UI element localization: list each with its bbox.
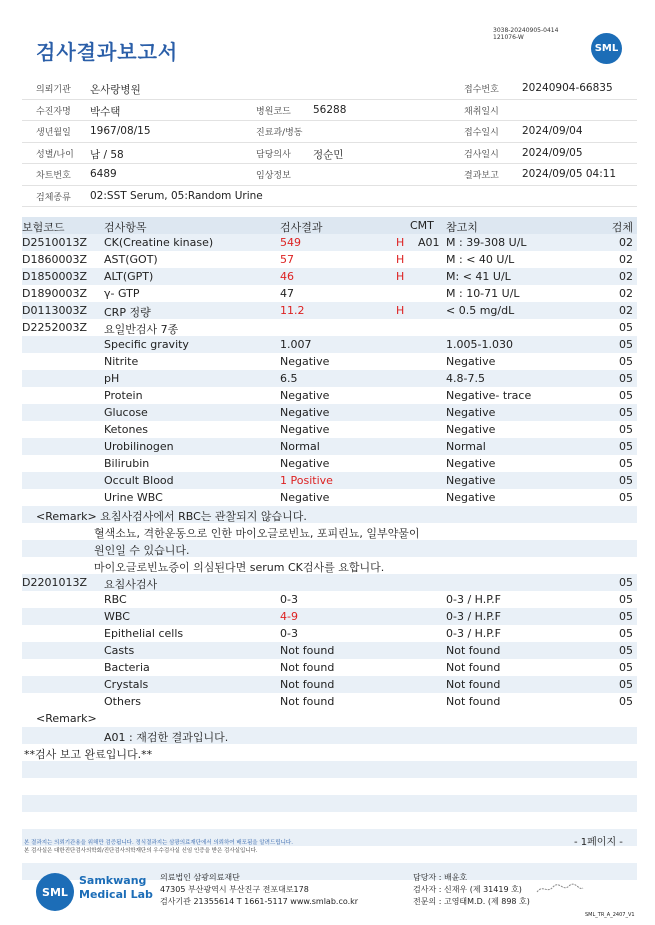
test-item: Ketones (104, 423, 148, 436)
test-item: WBC (104, 610, 130, 623)
test-result: 0-3 (280, 627, 298, 640)
table-row (22, 268, 637, 285)
test-code: D0113003Z (22, 304, 87, 317)
table-row (22, 625, 637, 642)
chart-value: 6489 (90, 168, 117, 180)
test-result: 1.007 (280, 338, 312, 351)
test-item: Urobilinogen (104, 440, 174, 453)
clinical-label: 임상정보 (256, 171, 291, 181)
empty-row (22, 812, 637, 829)
test-item: ALT(GPT) (104, 270, 154, 283)
table-header (22, 217, 637, 234)
specimen-code: 05 (619, 695, 633, 708)
test-item: Urine WBC (104, 491, 163, 504)
test-result: Not found (280, 695, 335, 708)
reference-range: M : 10-71 U/L (446, 287, 520, 300)
reference-range: 0-3 / H.P.F (446, 593, 501, 606)
test-item: 요일반검사 7종 (104, 323, 179, 336)
receipt-no-label: 접수번호 (464, 85, 499, 95)
test-result: 46 (280, 270, 294, 283)
patient-value: 박수택 (90, 105, 121, 118)
test-cmt: A01 (418, 236, 440, 249)
reference-range: 4.8-7.5 (446, 372, 485, 385)
received-value: 2024/09/04 (522, 125, 583, 137)
abnormal-flag: H (396, 304, 405, 317)
test-result: Not found (280, 678, 335, 691)
test-item: RBC (104, 593, 127, 606)
table-row (22, 421, 637, 438)
test-item: γ- GTP (104, 287, 140, 300)
dept-label: 진료과/병동 (256, 128, 303, 138)
tested-value: 2024/09/05 (522, 146, 583, 159)
reference-range: Negative (446, 474, 496, 487)
sex-age-value: 남 / 58 (90, 148, 124, 161)
reference-range: Normal (446, 440, 486, 453)
page-number: - 1페이지 - (574, 837, 623, 848)
collect-label: 채취일시 (464, 106, 499, 117)
reference-range: M: < 41 U/L (446, 270, 511, 283)
address-line-3: 검사기관 21355614 T 1661-5117 www.smlab.co.kr (160, 897, 359, 906)
test-code: D1850003Z (22, 270, 87, 283)
test-item: Crystals (104, 678, 149, 691)
table-row (22, 319, 637, 336)
test-item: Others (104, 695, 141, 708)
table-row (22, 489, 637, 506)
report-complete: **검사 보고 완료입니다.** (24, 748, 153, 761)
test-result: 0-3 (280, 593, 298, 606)
specimen-code: 05 (619, 321, 633, 334)
test-code: D2201013Z (22, 576, 87, 589)
info-row (22, 78, 637, 100)
brand-line-2: Medical Lab (79, 888, 153, 901)
remark-row (22, 523, 637, 540)
specimen-code: 05 (619, 457, 633, 470)
table-row (22, 234, 637, 251)
doc-id-line-1: 3038-20240905-0414 (493, 27, 559, 34)
table-row (22, 302, 637, 319)
table-row (22, 455, 637, 472)
report-title: 검사결과보고서 (36, 40, 179, 64)
reference-range: M : < 40 U/L (446, 253, 515, 266)
test-result: Negative (280, 406, 330, 419)
info-row (22, 186, 637, 208)
table-row (22, 370, 637, 387)
table-row (22, 676, 637, 693)
reference-range: Negative (446, 457, 496, 470)
specimen-code: 05 (619, 389, 633, 402)
test-result: 6.5 (280, 372, 298, 385)
specimen-code: 02 (619, 270, 633, 283)
remark-2-text: A01 : 재검한 결과입니다. (104, 731, 229, 744)
test-result: 4-9 (280, 610, 298, 623)
table-row (22, 285, 637, 302)
sml-logo: SML (591, 33, 622, 64)
hospital-code-value: 56288 (313, 103, 347, 116)
test-result: 549 (280, 236, 301, 249)
table-row (22, 353, 637, 370)
results-group-1 (22, 234, 637, 506)
chart-label: 차트번호 (36, 171, 71, 181)
reported-value: 2024/09/05 04:11 (522, 168, 617, 180)
specimen-code: 02 (619, 304, 633, 317)
info-row (22, 100, 637, 122)
staff-line-3: 전문의 : 고영태M.D. (제 898 호) (413, 897, 530, 906)
header-code: 보험코드 (22, 221, 65, 234)
test-result: Negative (280, 491, 330, 504)
remark-row (22, 540, 637, 557)
test-item: Protein (104, 389, 143, 402)
specimen-code: 05 (619, 593, 633, 606)
document-id (493, 27, 558, 41)
info-row (22, 164, 637, 186)
patient-label: 수진자명 (36, 106, 71, 117)
abnormal-flag: H (396, 270, 405, 283)
footer-note-2: 본 검사실은 대한진단검사의학회/진단검사의학재단의 우수검사실 신임 인증을 받은 검사실입니다. (24, 848, 258, 854)
doc-id-line-2: 121076-W (493, 34, 524, 41)
specimen-code: 02 (619, 236, 633, 249)
empty-row (22, 761, 637, 778)
table-row (22, 438, 637, 455)
table-row (22, 642, 637, 659)
reference-range: M : 39-308 U/L (446, 236, 527, 249)
test-item: pH (104, 372, 120, 385)
reference-range: Negative (446, 423, 496, 436)
table-row (22, 472, 637, 489)
reference-range: Not found (446, 678, 501, 691)
footer-address (160, 872, 358, 908)
test-item: Glucose (104, 406, 148, 419)
address-line-1: 의료법인 삼광의료재단 (160, 873, 240, 882)
table-row (22, 336, 637, 353)
specimen-code: 02 (619, 287, 633, 300)
test-result: Negative (280, 457, 330, 470)
empty-row (22, 778, 637, 795)
table-row (22, 608, 637, 625)
doctor-value: 정순민 (313, 148, 344, 161)
specimen-code: 05 (619, 474, 633, 487)
results-table (22, 217, 637, 880)
test-result: Not found (280, 661, 335, 674)
samkwang-brand (79, 874, 153, 902)
signature-icon (535, 882, 585, 896)
hospital-code-label: 병원코드 (256, 106, 291, 117)
test-item: AST(GOT) (104, 253, 158, 266)
test-result: 1 Positive (280, 474, 333, 487)
footer-staff (413, 872, 530, 908)
remark-text: 마이오글로빈뇨증이 의심된다면 serum CK검사를 요합니다. (94, 561, 385, 574)
reference-range: 1.005-1.030 (446, 338, 513, 351)
table-row (22, 251, 637, 268)
dob-label: 생년월일 (36, 128, 71, 138)
table-row (22, 404, 637, 421)
samkwang-logo-icon: SML (36, 873, 74, 911)
footer-notes (24, 839, 293, 855)
specimen-code: 05 (619, 491, 633, 504)
abnormal-flag: H (396, 253, 405, 266)
reference-range: < 0.5 mg/dL (446, 304, 515, 317)
test-item: Bacteria (104, 661, 150, 674)
table-row (22, 659, 637, 676)
specimen-code: 05 (619, 644, 633, 657)
header-spec: 검체 (611, 221, 633, 234)
test-item: CRP 정량 (104, 306, 151, 319)
info-row (22, 143, 637, 165)
reference-range: Not found (446, 695, 501, 708)
specimen-code: 05 (619, 440, 633, 453)
table-row (22, 387, 637, 404)
sex-age-label: 성별/나이 (36, 149, 74, 160)
tested-label: 검사일시 (464, 149, 499, 160)
specimen-code: 05 (619, 423, 633, 436)
reference-range: Not found (446, 661, 501, 674)
institution-value: 온사랑병원 (90, 84, 141, 96)
empty-row (22, 795, 637, 812)
test-item: Occult Blood (104, 474, 174, 487)
test-item: Bilirubin (104, 457, 150, 470)
test-result: 11.2 (280, 304, 305, 317)
header-ref: 참고치 (446, 221, 478, 234)
patient-info (22, 78, 637, 207)
specimen-code: 05 (619, 355, 633, 368)
table-row (22, 574, 637, 591)
remark-text: 원인일 수 있습니다. (94, 544, 190, 557)
table-row (22, 591, 637, 608)
remark-text: <Remark> 요침사검사에서 RBC는 관찰되지 않습니다. (36, 510, 307, 523)
test-item: Casts (104, 644, 135, 657)
test-result: Negative (280, 355, 330, 368)
test-item: 요침사검사 (104, 578, 158, 591)
specimen-code: 02 (619, 253, 633, 266)
header-item: 검사항목 (104, 221, 147, 234)
specimen-code: 05 (619, 576, 633, 589)
specimen-code: 05 (619, 406, 633, 419)
reference-range: 0-3 / H.P.F (446, 610, 501, 623)
reported-label: 결과보고 (464, 171, 499, 181)
reference-range: Negative (446, 406, 496, 419)
abnormal-flag: H (396, 236, 405, 249)
doctor-label: 담당의사 (256, 149, 291, 160)
info-row (22, 121, 637, 143)
test-code: D2510013Z (22, 236, 87, 249)
form-version: SML_TR_A_2407_V1 (585, 912, 635, 918)
remark-row (22, 557, 637, 574)
received-label: 접수일시 (464, 128, 499, 138)
specimen-code: 05 (619, 661, 633, 674)
test-item: CK(Creatine kinase) (104, 236, 214, 249)
test-code: D1890003Z (22, 287, 87, 300)
receipt-no-value: 20240904-66835 (522, 82, 613, 94)
specimen-code: 05 (619, 338, 633, 351)
test-item: Epithelial cells (104, 627, 184, 640)
test-result: Normal (280, 440, 320, 453)
specimen-code: 05 (619, 627, 633, 640)
specimen-code: 05 (619, 372, 633, 385)
test-result: 57 (280, 253, 294, 266)
test-code: D1860003Z (22, 253, 87, 266)
remark-2-label: <Remark> (36, 712, 97, 725)
footer-note-1: 본 결과지는 의뢰기관용을 위해만 검증됩니다. 정식결과지는 삼광의료재단에서 의뢰하여 배포됨을 알려드립니다. (24, 840, 293, 846)
test-item: Nitrite (104, 355, 139, 368)
complete-row (22, 744, 637, 761)
test-result: Not found (280, 644, 335, 657)
test-result: 47 (280, 287, 294, 300)
test-code: D2252003Z (22, 321, 87, 334)
staff-line-1: 담당자 : 배윤호 (413, 873, 468, 882)
brand-line-1: Samkwang (79, 874, 147, 887)
remark-row (22, 506, 637, 523)
specimen-code: 05 (619, 610, 633, 623)
header-cmt: CMT (410, 219, 434, 232)
address-line-2: 47305 부산광역시 부산진구 전포대로178 (160, 885, 309, 894)
reference-range: Negative- trace (446, 389, 532, 402)
test-result: Negative (280, 389, 330, 402)
header-result: 검사결과 (280, 221, 323, 234)
specimen-label: 검체종류 (36, 192, 71, 203)
table-row (22, 693, 637, 710)
specimen-value: 02:SST Serum, 05:Random Urine (90, 189, 263, 202)
reference-range: Not found (446, 644, 501, 657)
institution-label: 의뢰기관 (36, 85, 71, 95)
dob-value: 1967/08/15 (90, 125, 151, 137)
remark-text: 혈색소뇨, 격한운동으로 인한 마이오글로빈뇨, 포피린뇨, 일부약물이 (94, 527, 420, 540)
reference-range: Negative (446, 491, 496, 504)
test-result: Negative (280, 423, 330, 436)
reference-range: Negative (446, 355, 496, 368)
remark-2-label-row (22, 710, 637, 727)
reference-range: 0-3 / H.P.F (446, 627, 501, 640)
specimen-code: 05 (619, 678, 633, 691)
staff-line-2: 검사자 : 신재우 (제 31419 호) (413, 885, 522, 894)
results-group-2 (22, 574, 637, 710)
remark-2-text-row (22, 727, 637, 744)
test-item: Specific gravity (104, 338, 189, 351)
remark-block-1 (22, 506, 637, 574)
